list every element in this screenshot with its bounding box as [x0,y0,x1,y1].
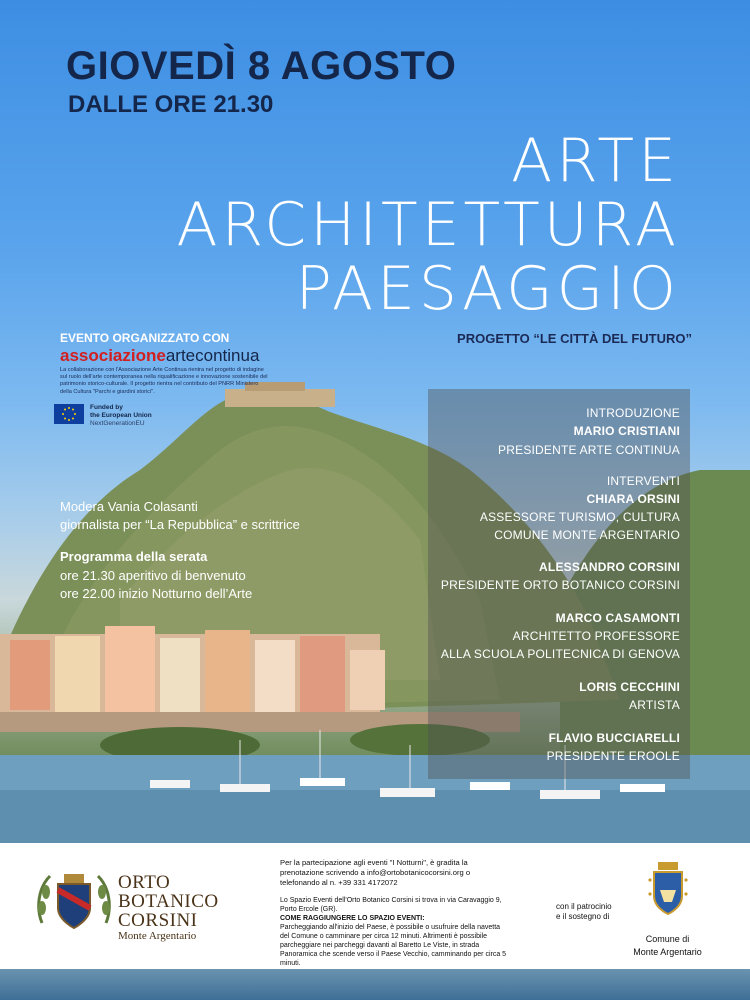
speaker-5-role: PRESIDENTE EROOLE [546,749,680,763]
logo-line-1: ORTO [118,872,171,893]
eu-next-line: NextGenerationEU [90,420,145,427]
speaker-2-name: ALESSANDRO CORSINI [539,560,680,574]
orto-botanico-crest-icon [34,868,114,938]
event-date: GIOVEDÌ 8 AGOSTO [66,44,457,88]
event-time: DALLE ORE 21.30 [68,91,274,118]
intro-speaker-name: MARIO CRISTIANI [573,424,680,438]
intro-speaker-role: PRESIDENTE ARTE CONTINUA [498,443,680,457]
evening-item-2: ore 22.00 inizio Notturno dell’Arte [60,586,253,601]
speaker-1-name: CHIARA ORSINI [586,492,680,506]
speaker-3-name: MARCO CASAMONTI [555,611,680,625]
speaker-1-role-line-2: COMUNE MONTE ARGENTARIO [494,528,680,542]
booking-info: Per la partecipazione agli eventi "I Notturni", è gradita la prenotazione scrivendo a info@ortobotanicocorsini.org o telefonando al n. +39 331 4172072 [280,858,471,887]
speaker-3-role-line-1: ARCHITETTO PROFESSORE [512,629,680,643]
organizer-name-part1: associazione [60,346,166,365]
eu-union-line: the European Union [90,412,152,419]
speaker-4-name: LORIS CECCHINI [579,680,680,694]
patronage-line-1: con il patrocinio [556,902,612,911]
patronage-line-2: e il sostegno di [556,912,610,921]
title-line-1: ARTE [511,126,680,196]
logo-subtitle: Monte Argentario [118,930,197,942]
venue-address: Lo Spazio Eventi dell'Orto Botanico Corsini si trova in via Caravaggio 9, Porto Ercole (GR). [280,897,502,913]
moderator-line-1: Modera Vania Colasanti [60,499,198,514]
speaker-4-role: ARTISTA [629,698,680,712]
organizer-label: EVENTO ORGANIZZATO CON [60,331,230,345]
speaker-1-role-line-1: ASSESSORE TURISMO, CULTURA [479,510,680,524]
comune-line-1: Comune di [645,934,690,944]
talks-label: INTERVENTI [606,474,680,488]
speaker-3-role-line-2: ALLA SCUOLA POLITECNICA DI GENOVA [440,647,680,661]
logo-line-3: CORSINI [118,910,198,931]
title-line-2: ARCHITETTURA [176,190,680,260]
organizer-logo-text [60,346,259,366]
directions-text: Parcheggiando all'inizio del Paese, è possibile o usufruire della navetta del Comune o camminare per circa 12 minuti. Altrimenti è possibile parcheggiare nei parcheggi davanti al Baretto Le Viste, in strada Panoramica che scende verso il Paese Vecchio, camminando per circa 5 minuti. [280,924,507,967]
speaker-2-role: PRESIDENTE ORTO BOTANICO CORSINI [440,578,680,592]
speaker-5-name: FLAVIO BUCCIARELLI [548,731,680,745]
footer-harbour-strip [0,969,750,1000]
evening-title: Programma della serata [60,549,208,564]
comune-crest-icon [648,860,688,918]
project-name: PROGETTO “LE CITTÀ DEL FUTURO” [457,331,692,346]
eu-funded-line: Funded by [90,404,123,411]
eu-funding-text [90,404,152,428]
moderator-line-2: giornalista per “La Repubblica” e scrittrice [60,517,300,532]
intro-label: INTRODUZIONE [586,406,680,420]
logo-line-2: BOTANICO [118,891,219,912]
title-line-3: PAESAGGIO [295,254,680,324]
comune-line-2: Monte Argentario [633,947,702,957]
collaboration-text: La collaborazione con l'Associazione Arte Continua rientra nel progetto di indagine sul ruolo dell'arte contemporanea nella riqualificazione e innovazione sostenibile del patrimonio storico-culturale. Il progetto rientra nel contributo del PNRR Ministero della Cultura "Parchi e giardini storici". [60,367,268,395]
evening-item-1: ore 21.30 aperitivo di benvenuto [60,568,246,583]
organizer-name-part2: artecontinua [165,346,260,365]
directions-title: COME RAGGIUNGERE LO SPAZIO EVENTI: [280,915,425,922]
eu-flag-icon [54,404,84,424]
